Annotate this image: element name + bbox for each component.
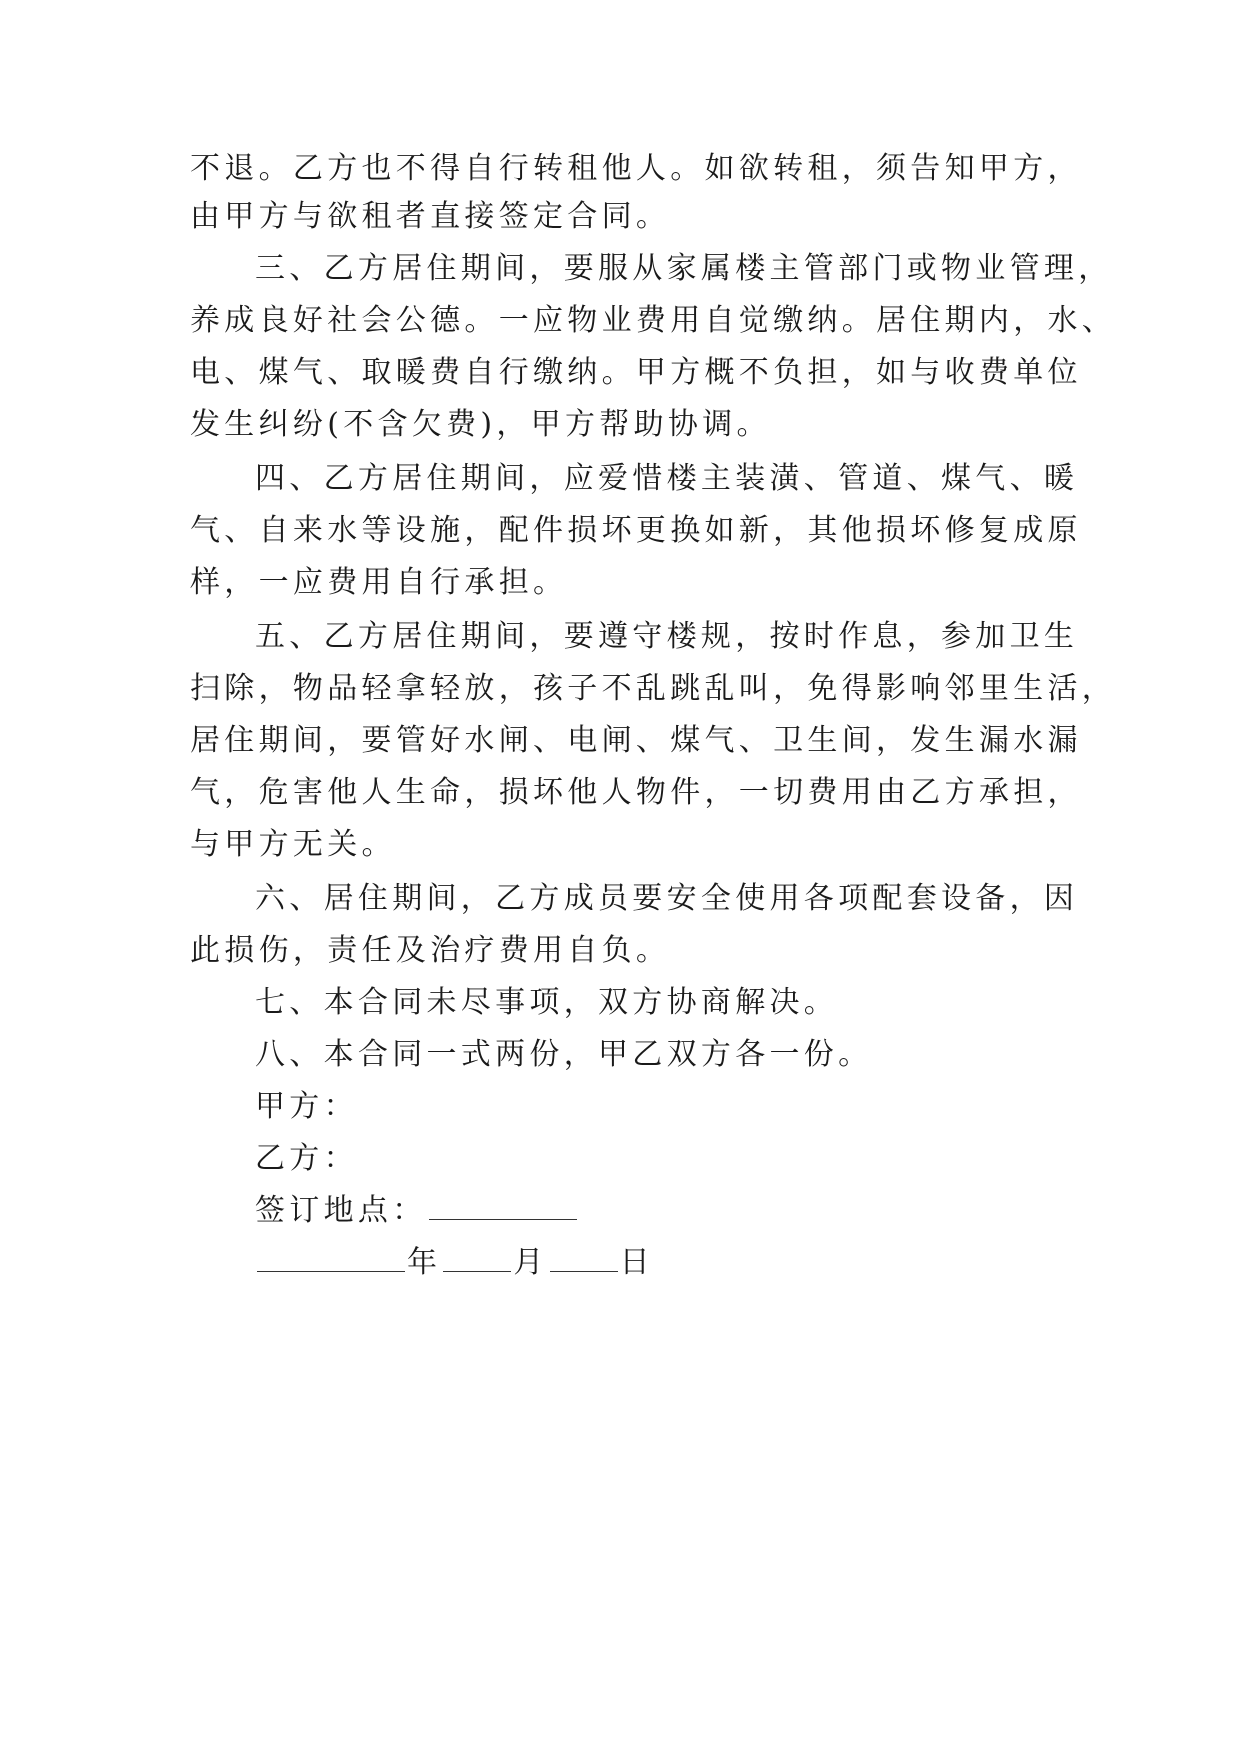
- clause-5-line: 五、乙方居住期间，要遵守楼规，按时作息，参加卫生: [255, 619, 1079, 654]
- text-line: 不退。乙方也不得自行转租他人。如欲转租，须告知甲方，: [190, 151, 1082, 186]
- signing-date-row: [255, 1245, 654, 1281]
- party-b-label: 乙方：: [255, 1141, 358, 1176]
- clause-7-line: 七、本合同未尽事项，双方协商解决。: [255, 985, 839, 1020]
- party-a-label: 甲方：: [255, 1089, 358, 1124]
- text-line: 气、自来水等设施，配件损坏更换如新，其他损坏修复成原: [190, 513, 1082, 548]
- clause-6-line: 六、居住期间，乙方成员要安全使用各项配套设备，因: [255, 881, 1079, 916]
- text-line: 此损伤，责任及治疗费用自负。: [190, 933, 671, 968]
- text-line: 居住期间，要管好水闸、电闸、煤气、卫生间，发生漏水漏: [190, 723, 1082, 758]
- day-blank: [550, 1245, 618, 1272]
- year-label: 年: [407, 1245, 442, 1280]
- clause-8-line: 八、本合同一式两份，甲乙双方各一份。: [255, 1037, 873, 1072]
- clause-3-line: 三、乙方居住期间，要服从家属楼主管部门或物业管理，: [255, 251, 1113, 286]
- month-label: 月: [513, 1245, 548, 1280]
- day-label: 日: [619, 1245, 654, 1280]
- month-blank: [443, 1245, 511, 1272]
- text-line: 养成良好社会公德。一应物业费用自觉缴纳。居住期内，水、: [190, 303, 1117, 338]
- text-line: 扫除，物品轻拿轻放，孩子不乱跳乱叫，免得影响邻里生活，: [190, 671, 1117, 706]
- clause-4-line: 四、乙方居住期间，应爱惜楼主装潢、管道、煤气、暖: [255, 461, 1079, 496]
- text-line: 发生纠纷(不含欠费)，甲方帮助协调。: [190, 407, 771, 442]
- year-blank: [257, 1245, 405, 1272]
- signing-place-blank: [429, 1193, 577, 1220]
- text-line: 电、煤气、取暖费自行缴纳。甲方概不负担，如与收费单位: [190, 355, 1082, 390]
- text-line: 与甲方无关。: [190, 827, 396, 862]
- signing-place-row: [255, 1193, 579, 1229]
- text-line: 样，一应费用自行承担。: [190, 565, 568, 600]
- text-line: 由甲方与欲租者直接签定合同。: [190, 199, 671, 234]
- text-line: 气，危害他人生命，损坏他人物件，一切费用由乙方承担，: [190, 775, 1082, 810]
- signing-place-label: 签订地点：: [255, 1193, 427, 1228]
